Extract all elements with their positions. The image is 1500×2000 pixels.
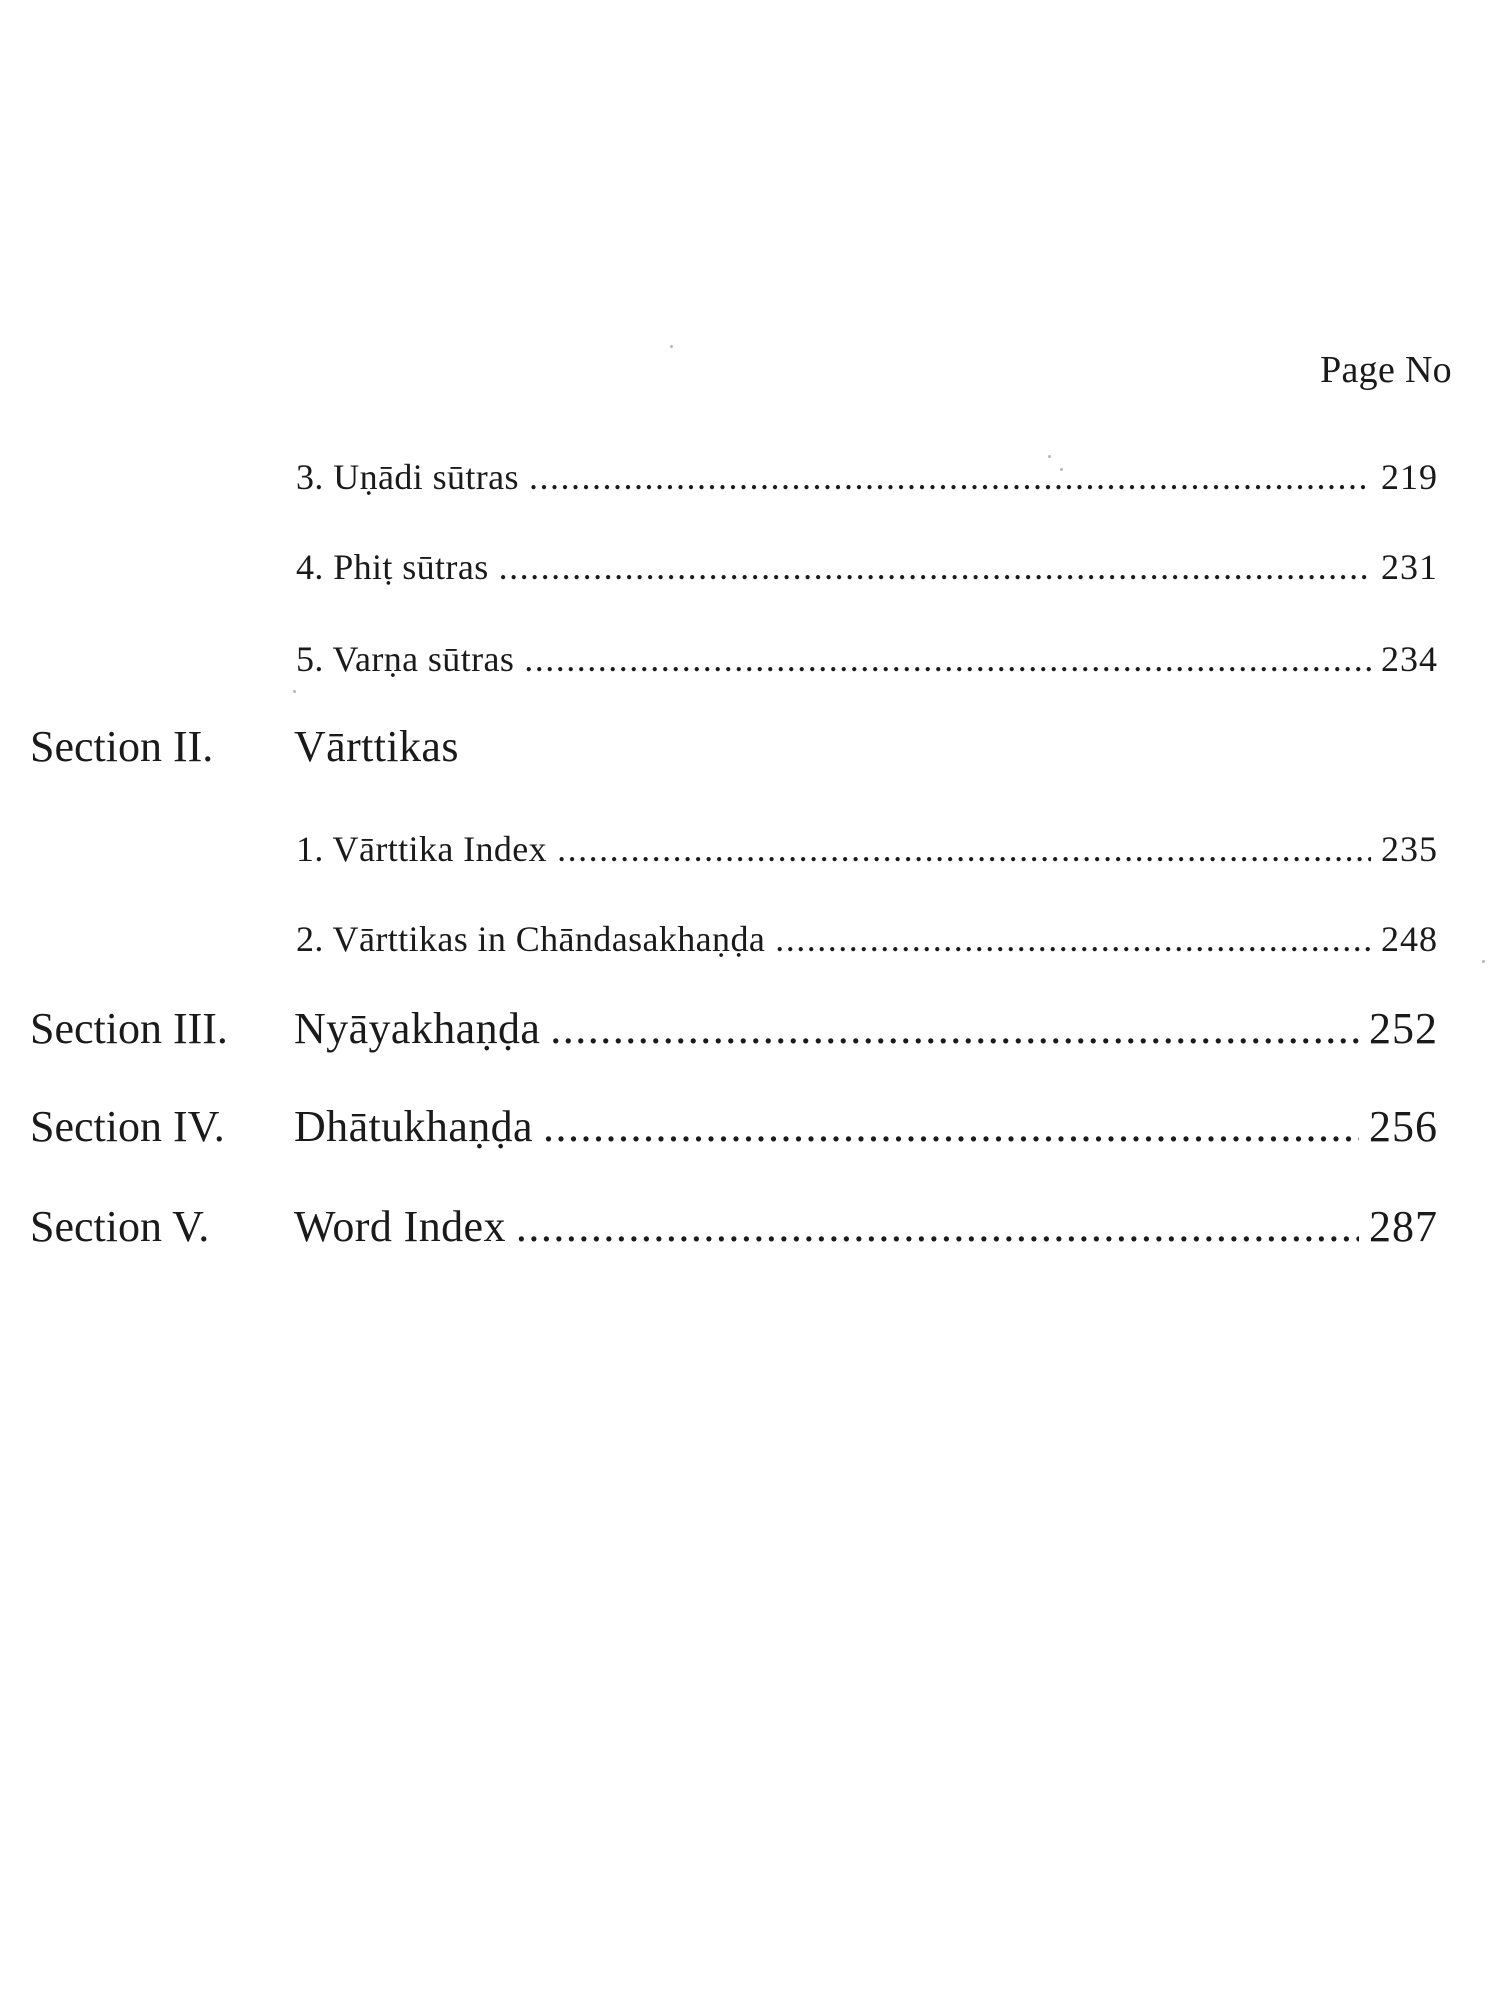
page-no-header: Page No bbox=[1320, 349, 1452, 391]
toc-section-varttikas bbox=[0, 722, 1500, 782]
scan-speck bbox=[1048, 455, 1051, 458]
toc-entry-title: 5. Varṇa sūtras bbox=[296, 639, 515, 679]
dot-leader bbox=[775, 918, 1371, 960]
toc-entry-varttika-index bbox=[0, 820, 1500, 880]
toc-section-word-index bbox=[0, 1202, 1500, 1262]
section-heading: Vārttikas bbox=[294, 722, 459, 771]
toc-entry-phit-sutras bbox=[0, 538, 1500, 598]
section-label: Section III. bbox=[30, 1004, 228, 1053]
toc-entry-title: 2. Vārttikas in Chāndasakhaṇḍa bbox=[296, 919, 766, 959]
toc-entry-page: 248 bbox=[1381, 919, 1438, 959]
toc-entry-title: Dhātukhaṇḍa bbox=[294, 1102, 533, 1151]
dot-leader bbox=[557, 828, 1371, 870]
toc-entry-page: 252 bbox=[1369, 1004, 1438, 1053]
scan-speck bbox=[1482, 960, 1485, 963]
toc-entry-page: 287 bbox=[1369, 1202, 1438, 1251]
toc-entry-line bbox=[296, 546, 1438, 588]
toc-section-nyayakhanda bbox=[0, 1004, 1500, 1064]
dot-leader bbox=[529, 456, 1371, 498]
toc-entry-title: 4. Phiṭ sūtras bbox=[296, 547, 489, 587]
toc-entry-title: Nyāyakhaṇḍa bbox=[294, 1004, 541, 1053]
toc-entry-line bbox=[294, 1101, 1438, 1152]
scan-speck bbox=[293, 690, 296, 693]
toc-entry-page: 219 bbox=[1381, 457, 1438, 497]
toc-entry-unadi-sutras bbox=[0, 448, 1500, 508]
toc-entry-line bbox=[294, 1003, 1438, 1054]
toc-entry-page: 256 bbox=[1369, 1102, 1438, 1151]
section-label: Section IV. bbox=[30, 1102, 225, 1151]
dot-leader bbox=[499, 546, 1371, 588]
scan-speck bbox=[1060, 468, 1063, 471]
dot-leader bbox=[543, 1101, 1359, 1152]
toc-entry-line bbox=[296, 918, 1438, 960]
toc-entry-title: Word Index bbox=[294, 1202, 506, 1251]
toc-entry-page: 231 bbox=[1381, 547, 1438, 587]
toc-entry-varna-sutras bbox=[0, 630, 1500, 690]
toc-entry-line bbox=[296, 828, 1438, 870]
toc-entry-varttikas-chandasakhanda bbox=[0, 910, 1500, 970]
toc-entry-title: 1. Vārttika Index bbox=[296, 829, 548, 869]
toc-entry-page: 234 bbox=[1381, 639, 1438, 679]
section-label: Section II. bbox=[30, 722, 214, 771]
section-label: Section V. bbox=[30, 1202, 210, 1251]
dot-leader bbox=[524, 638, 1371, 680]
toc-entry-line bbox=[294, 1201, 1438, 1252]
toc-entry-line bbox=[296, 638, 1438, 680]
toc-entry-line bbox=[296, 456, 1438, 498]
scan-speck bbox=[670, 345, 673, 348]
toc-section-dhatukhanda bbox=[0, 1102, 1500, 1162]
dot-leader bbox=[516, 1201, 1359, 1252]
toc-entry-page: 235 bbox=[1381, 829, 1438, 869]
dot-leader bbox=[550, 1003, 1359, 1054]
toc-entry-title: 3. Uṇādi sūtras bbox=[296, 457, 519, 497]
